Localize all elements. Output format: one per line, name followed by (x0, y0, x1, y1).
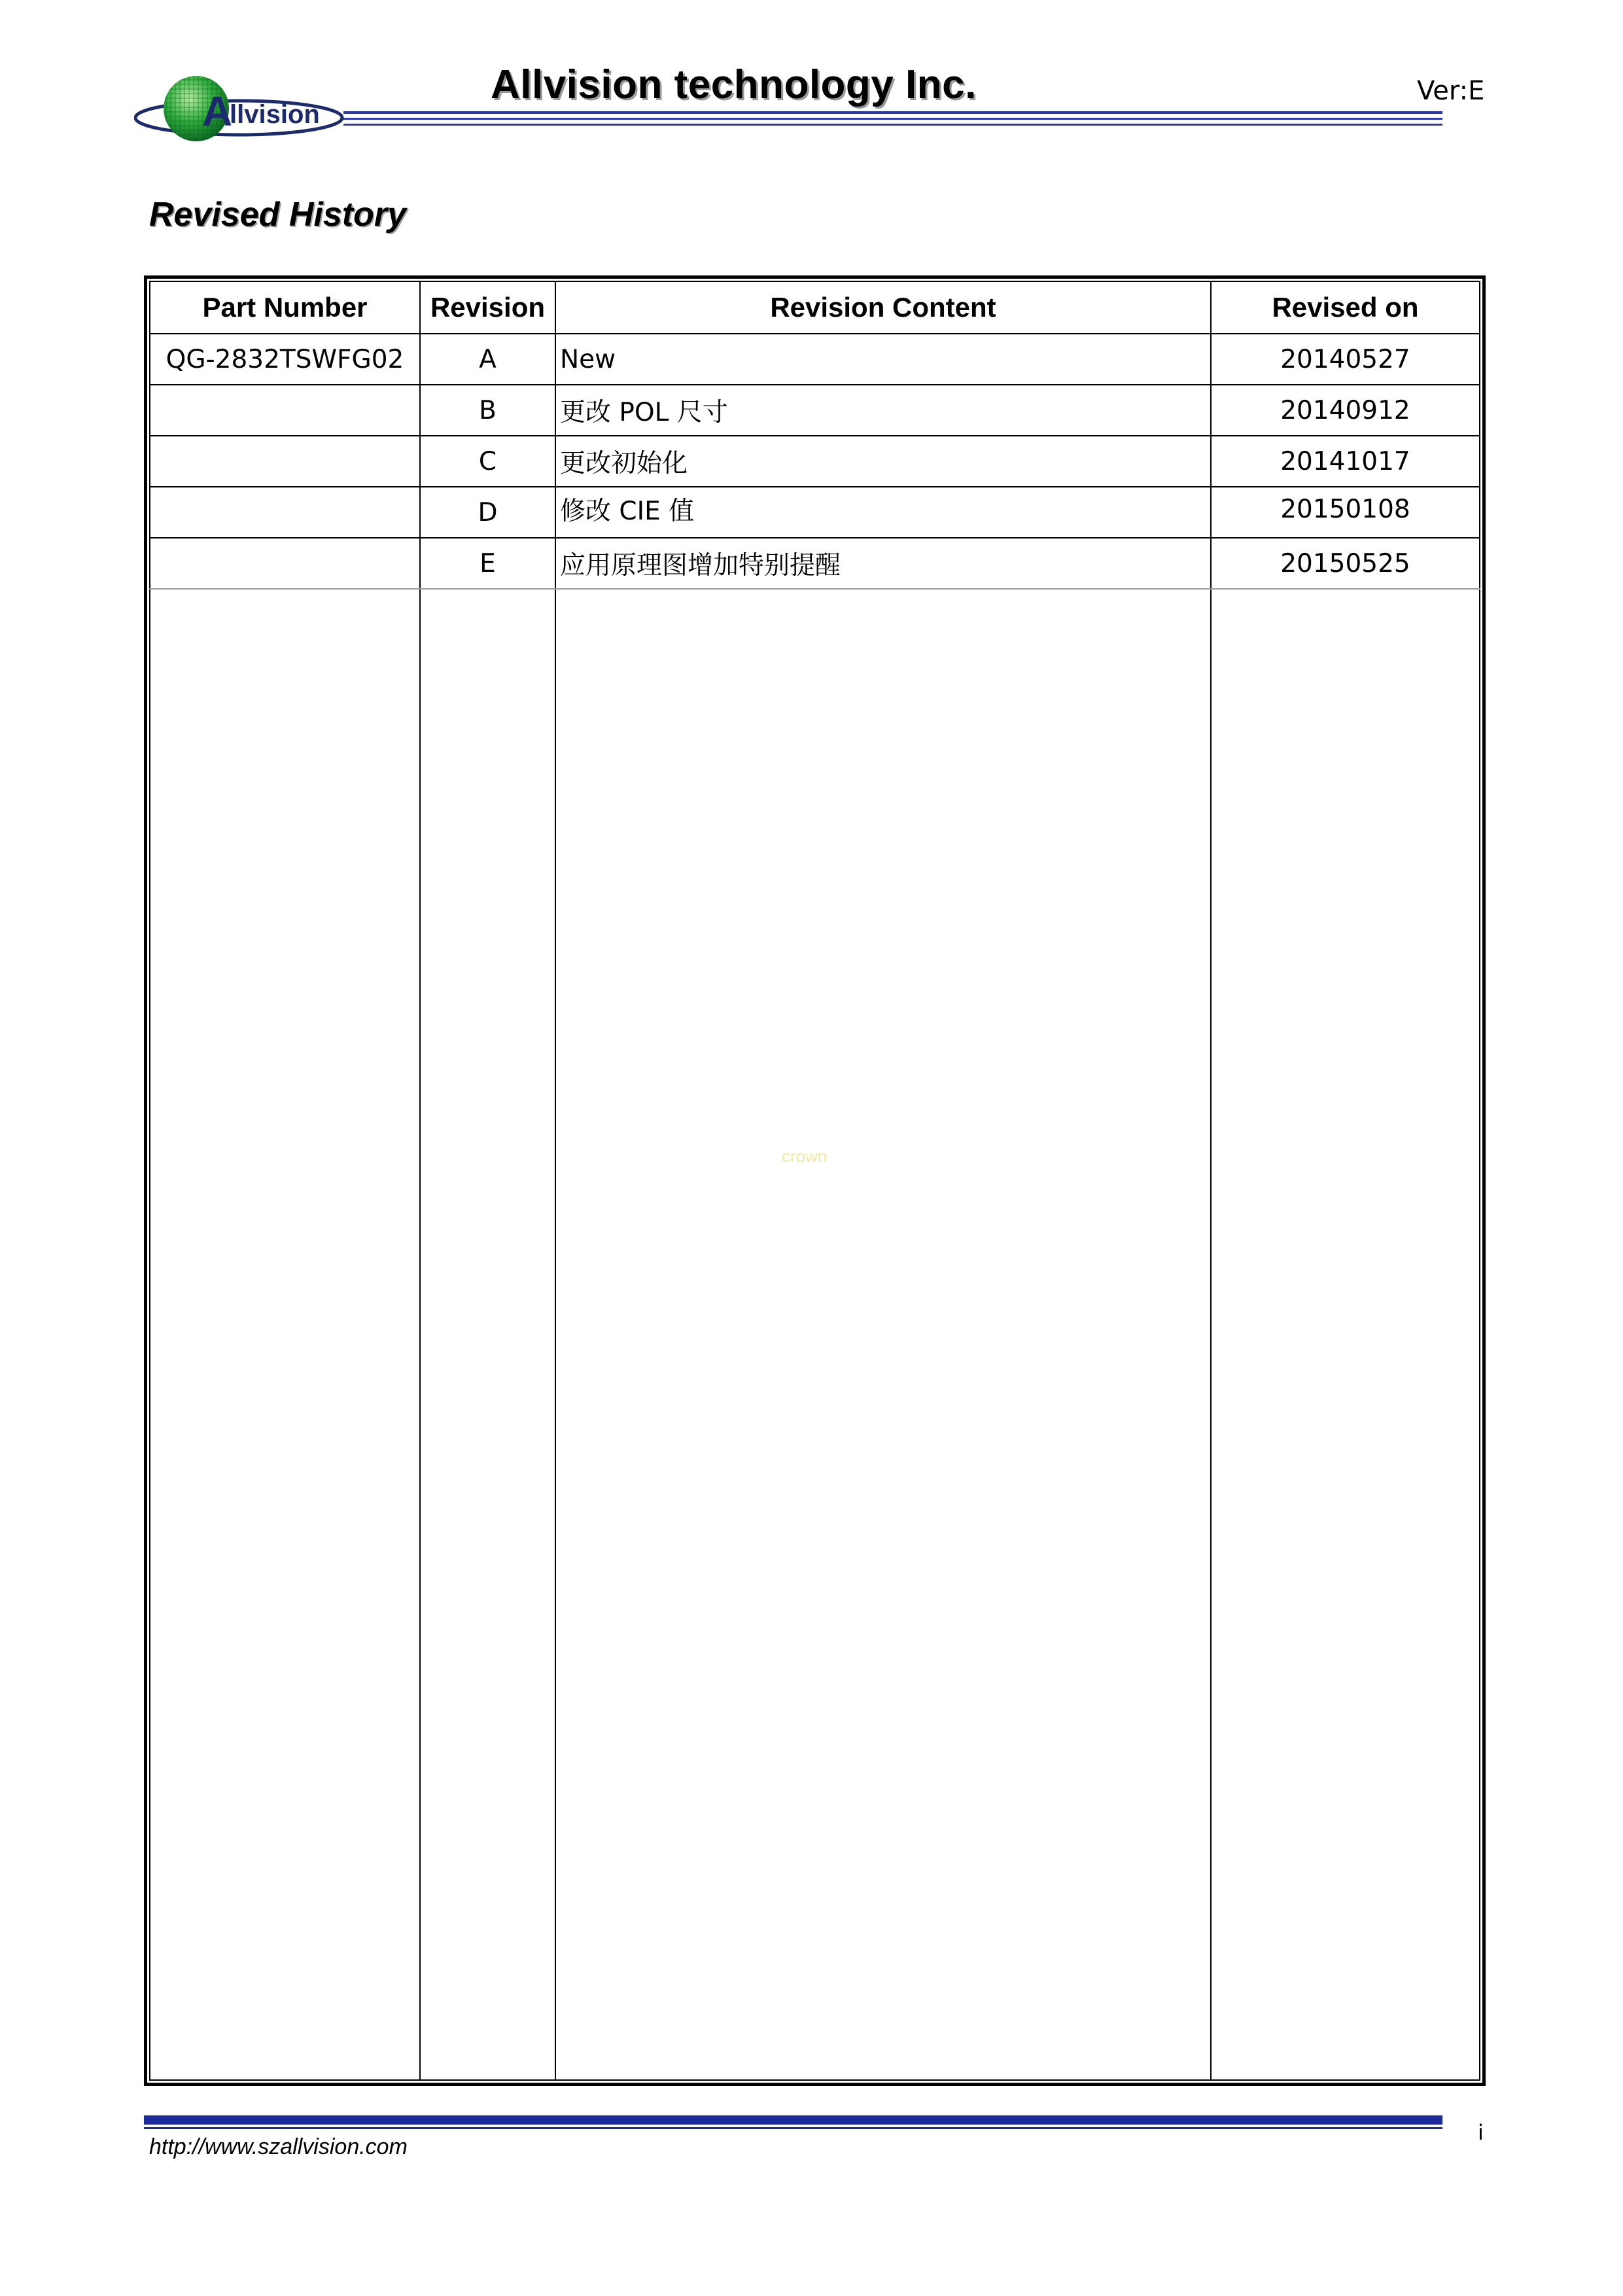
revised-on-cell: 20140912 (1280, 395, 1410, 425)
faint-watermark-text: crown (782, 1146, 828, 1166)
revised-on-cell: 20150525 (1280, 548, 1410, 578)
revised-on-cell: 20141017 (1280, 446, 1410, 476)
allvision-logo (134, 71, 350, 148)
page-number: i (1478, 2120, 1484, 2145)
part-number-cell (150, 539, 419, 588)
footer-rule (144, 2127, 1442, 2129)
revised-on-cell: 20140527 (1280, 344, 1410, 374)
revision-cell: B (479, 395, 497, 425)
revision-content-cell: 修改 CIE 值 (560, 497, 695, 526)
header-rule (343, 111, 1442, 114)
row-divider (149, 588, 1480, 590)
column-header-revision: Revision (430, 292, 546, 323)
section-title: Revised History (149, 196, 407, 234)
svg-text:llvision: llvision (230, 100, 320, 129)
part-number-cell (150, 385, 419, 435)
revision-content-cell: 更改初始化 (560, 449, 688, 478)
company-title: Allvision technology Inc. (491, 62, 977, 107)
revision-content-cell: 应用原理图增加特别提醒 (560, 551, 841, 580)
column-header-revision-content: Revision Content (770, 292, 996, 323)
revision-cell: D (478, 497, 498, 527)
version-label: Ver:E (1417, 76, 1485, 106)
revision-content-cell: 更改 POL 尺寸 (560, 398, 728, 427)
part-number-cell (150, 487, 419, 537)
footer-rule (144, 2115, 1442, 2125)
part-number-cell: QG-2832TSWFG02 (166, 344, 404, 374)
header-rule (343, 118, 1442, 120)
header-rule (343, 124, 1442, 126)
revision-cell: A (479, 344, 497, 374)
revision-cell: E (480, 548, 496, 578)
website-link[interactable]: http://www.szallvision.com (149, 2134, 408, 2159)
revision-cell: C (478, 446, 497, 476)
revision-content-cell: New (560, 344, 616, 374)
revised-on-cell: 20150108 (1280, 494, 1410, 524)
svg-text:A: A (202, 88, 233, 135)
part-number-cell (150, 436, 419, 486)
column-header-revised-on: Revised on (1272, 292, 1419, 323)
column-header-part-number: Part Number (202, 292, 368, 323)
